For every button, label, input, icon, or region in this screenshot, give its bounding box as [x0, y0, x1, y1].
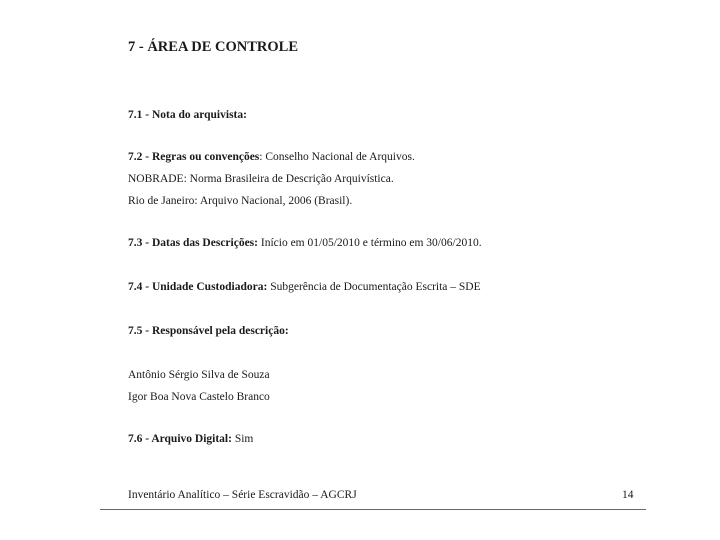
- unidade-line: [128, 282, 481, 294]
- footer-text: Inventário Analítico – Série Escravidão – AGCRJ: [128, 489, 357, 501]
- regras-label: 7.2 - Regras ou convenções: [128, 151, 260, 163]
- nota-line: [128, 110, 247, 122]
- regras-line-3: Rio de Janeiro: Arquivo Nacional, 2006 (Brasil).: [128, 195, 353, 207]
- arquivo-value: Sim: [231, 433, 254, 445]
- responsavel-name-1: Antônio Sérgio Silva de Souza: [128, 369, 270, 381]
- regras-value: : Conselho Nacional de Arquivos.: [259, 151, 415, 163]
- regras-line: [128, 152, 415, 164]
- page-number: 14: [622, 489, 634, 501]
- nota-label: 7.1 - Nota do arquivista:: [128, 109, 247, 121]
- responsavel-label: 7.5 - Responsável pela descrição:: [128, 325, 289, 337]
- section-heading: 7 - ÁREA DE CONTROLE: [128, 39, 298, 55]
- unidade-label: 7.4 - Unidade Custodiadora:: [128, 281, 268, 293]
- datas-label: 7.3 - Datas das Descrições:: [128, 237, 258, 249]
- footer-rule: [100, 509, 646, 510]
- regras-line-2: NOBRADE: Norma Brasileira de Descrição Arquivística.: [128, 173, 394, 185]
- arquivo-line: [128, 434, 253, 446]
- responsavel-name-2: Igor Boa Nova Castelo Branco: [128, 391, 270, 403]
- unidade-value: Subgerência de Documentação Escrita – SDE: [267, 281, 481, 293]
- datas-value: Início em 01/05/2010 e término em 30/06/2010.: [258, 237, 482, 249]
- datas-line: [128, 238, 482, 250]
- arquivo-label: 7.6 - Arquivo Digital:: [128, 433, 232, 445]
- responsavel-line: [128, 326, 289, 338]
